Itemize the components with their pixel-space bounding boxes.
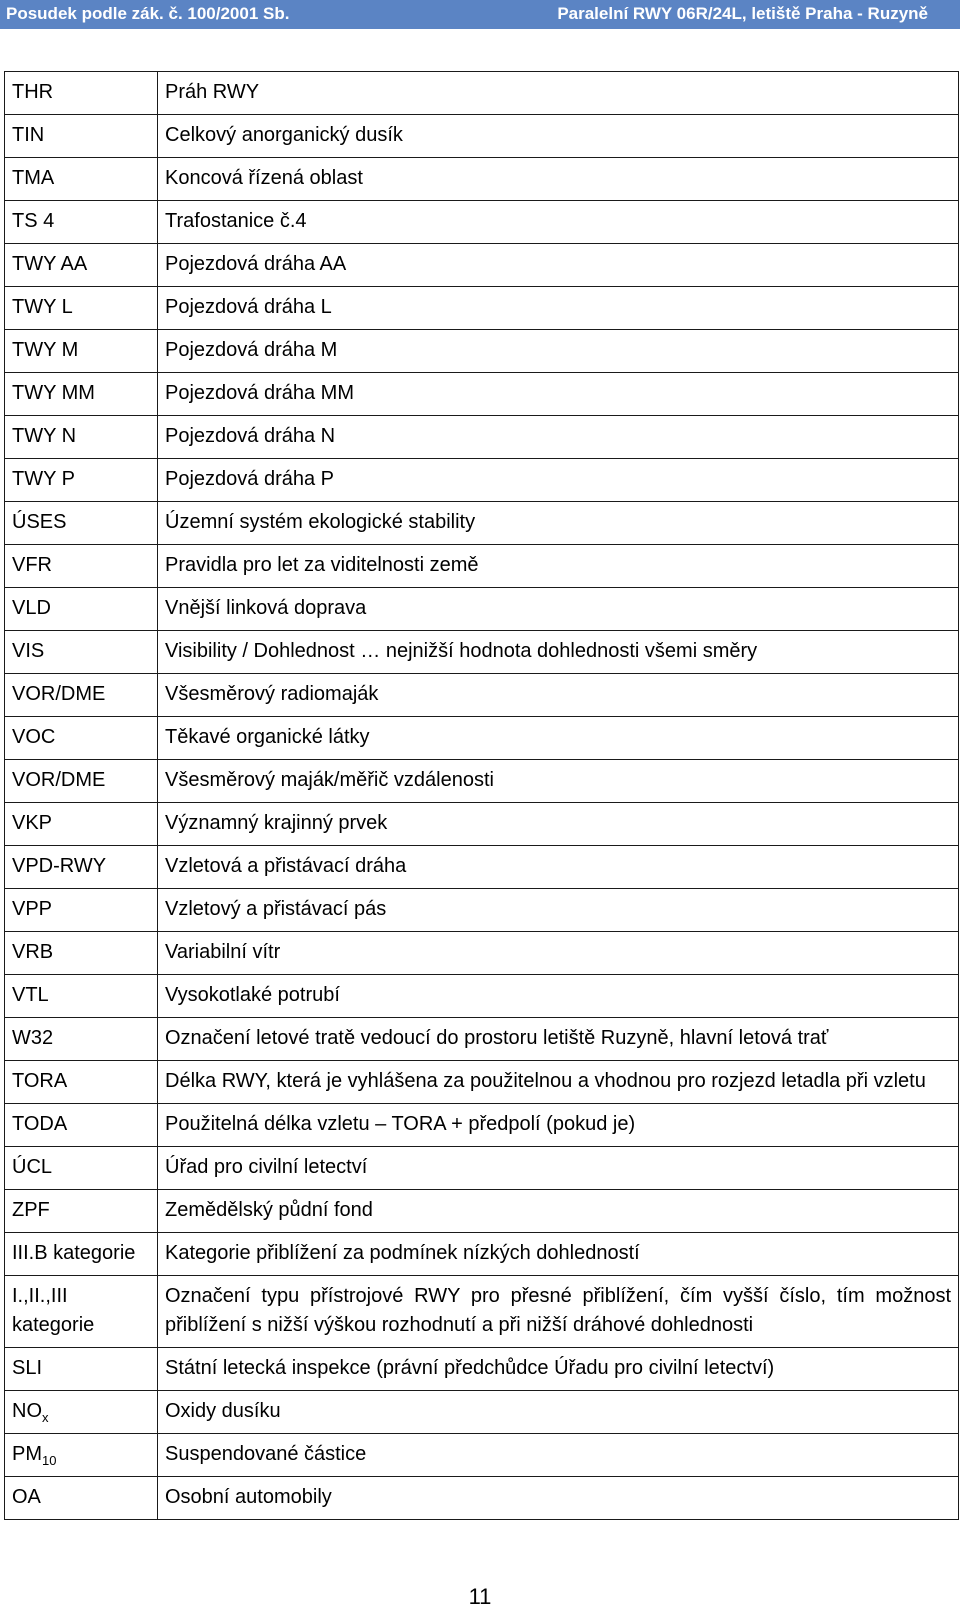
abbreviation-code: TWY AA	[12, 253, 88, 275]
table-row	[5, 1061, 959, 1104]
abbreviation-cell	[5, 1104, 158, 1147]
table-row	[5, 1477, 959, 1520]
description-cell: Visibility / Dohlednost … nejnižší hodnota dohlednosti všemi směry	[158, 631, 959, 674]
table-row	[5, 760, 959, 803]
abbreviation-code: TMA	[12, 167, 55, 189]
abbreviation-cell	[5, 889, 158, 932]
table-row	[5, 502, 959, 545]
table-row	[5, 932, 959, 975]
abbreviation-cell	[5, 1348, 158, 1391]
description-cell: Pojezdová dráha AA	[158, 244, 959, 287]
abbreviation-cell	[5, 373, 158, 416]
abbreviation-cell	[5, 115, 158, 158]
abbreviation-subscript: x	[42, 1410, 49, 1425]
description-cell: Délka RWY, která je vyhlášena za použitelnou a vhodnou pro rozjezd letadla při vzletu	[158, 1061, 959, 1104]
table-row	[5, 588, 959, 631]
abbreviation-cell	[5, 803, 158, 846]
abbreviation-code: VLD	[12, 597, 51, 619]
description-cell: Všesměrový radiomaják	[158, 674, 959, 717]
table-row	[5, 330, 959, 373]
table-row	[5, 1348, 959, 1391]
table-row	[5, 459, 959, 502]
abbreviation-cell	[5, 287, 158, 330]
abbreviation-cell	[5, 330, 158, 373]
abbreviation-cell	[5, 72, 158, 115]
description-cell: Suspendované částice	[158, 1434, 959, 1477]
abbreviation-cell	[5, 1061, 158, 1104]
description-cell: Zemědělský půdní fond	[158, 1190, 959, 1233]
header-left-text: Posudek podle zák. č. 100/2001 Sb.	[6, 4, 290, 23]
abbreviation-cell	[5, 631, 158, 674]
abbreviation-code: VOR/DME	[12, 683, 106, 705]
abbreviation-code: ÚSES	[12, 511, 67, 533]
table-row	[5, 889, 959, 932]
abbreviation-cell	[5, 1233, 158, 1276]
table-row	[5, 545, 959, 588]
description-cell: Oxidy dusíku	[158, 1391, 959, 1434]
description-cell: Vzletová a přistávací dráha	[158, 846, 959, 889]
abbreviation-cell	[5, 545, 158, 588]
description-cell: Pojezdová dráha N	[158, 416, 959, 459]
description-cell: Použitelná délka vzletu – TORA + předpolí (pokud je)	[158, 1104, 959, 1147]
table-row	[5, 115, 959, 158]
description-cell: Významný krajinný prvek	[158, 803, 959, 846]
abbreviation-code: THR	[12, 81, 54, 103]
abbreviation-code: TIN	[12, 124, 45, 146]
abbreviation-code: NO	[12, 1400, 42, 1422]
table-row	[5, 1276, 959, 1348]
description-cell: Vzletový a přistávací pás	[158, 889, 959, 932]
description-cell: Pojezdová dráha MM	[158, 373, 959, 416]
table-row	[5, 1190, 959, 1233]
description-cell: Státní letecká inspekce (právní předchůdce Úřadu pro civilní letectví)	[158, 1348, 959, 1391]
abbreviation-cell	[5, 975, 158, 1018]
abbreviation-code: TWY MM	[12, 382, 95, 404]
abbreviation-code: ZPF	[12, 1199, 50, 1221]
description-cell: Těkavé organické látky	[158, 717, 959, 760]
description-cell: Pojezdová dráha P	[158, 459, 959, 502]
table-row	[5, 373, 959, 416]
abbreviation-code: ÚCL	[12, 1156, 53, 1178]
abbreviation-cell	[5, 760, 158, 803]
abbreviation-cell	[5, 459, 158, 502]
table-row	[5, 803, 959, 846]
abbreviation-cell	[5, 674, 158, 717]
abbreviation-code: VTL	[12, 984, 49, 1006]
abbreviation-code: TODA	[12, 1113, 68, 1135]
abbreviation-code: III.B kategorie	[12, 1242, 136, 1264]
abbreviation-table-body	[5, 72, 959, 1520]
abbreviation-code: OA	[12, 1486, 41, 1508]
description-cell: Koncová řízená oblast	[158, 158, 959, 201]
description-cell: Úřad pro civilní letectví	[158, 1147, 959, 1190]
abbreviation-cell	[5, 588, 158, 631]
abbreviation-code: TWY M	[12, 339, 79, 361]
table-row	[5, 717, 959, 760]
abbreviation-code: VPP	[12, 898, 53, 920]
abbreviation-code: TWY N	[12, 425, 77, 447]
abbreviation-code: VPD-RWY	[12, 855, 107, 877]
table-row	[5, 631, 959, 674]
abbreviation-code: TWY P	[12, 468, 75, 490]
description-cell: Označení typu přístrojové RWY pro přesné přiblížení, čím vyšší číslo, tím možnost přiblížení s nižší výškou rozhodnutí a při nižší dráhové dohlednosti	[158, 1276, 959, 1348]
description-cell: Pojezdová dráha M	[158, 330, 959, 373]
description-cell: Vysokotlaké potrubí	[158, 975, 959, 1018]
abbreviation-cell	[5, 932, 158, 975]
description-cell: Trafostanice č.4	[158, 201, 959, 244]
abbreviation-cell	[5, 1190, 158, 1233]
abbreviation-code: VKP	[12, 812, 53, 834]
description-cell: Práh RWY	[158, 72, 959, 115]
description-cell: Variabilní vítr	[158, 932, 959, 975]
description-cell: Vnější linková doprava	[158, 588, 959, 631]
description-cell: Všesměrový maják/měřič vzdálenosti	[158, 760, 959, 803]
table-row	[5, 1104, 959, 1147]
abbreviation-code: VFR	[12, 554, 52, 576]
description-cell: Pravidla pro let za viditelnosti země	[158, 545, 959, 588]
abbreviation-code: W32	[12, 1027, 54, 1049]
abbreviation-cell	[5, 416, 158, 459]
abbreviation-code: VIS	[12, 640, 45, 662]
table-row	[5, 975, 959, 1018]
abbreviation-code: SLI	[12, 1357, 43, 1379]
description-cell: Označení letové tratě vedoucí do prostoru letiště Ruzyně, hlavní letová trať	[158, 1018, 959, 1061]
table-row	[5, 416, 959, 459]
abbreviation-code: TWY L	[12, 296, 73, 318]
abbreviation-cell	[5, 158, 158, 201]
table-row	[5, 72, 959, 115]
abbreviation-cell	[5, 1391, 158, 1434]
description-cell: Kategorie přiblížení za podmínek nízkých dohledností	[158, 1233, 959, 1276]
table-row	[5, 1018, 959, 1061]
abbreviation-cell	[5, 201, 158, 244]
abbreviation-cell	[5, 1434, 158, 1477]
abbreviation-cell	[5, 244, 158, 287]
abbreviation-subscript: 10	[42, 1453, 57, 1468]
header-right-text: Paralelní RWY 06R/24L, letiště Praha - Ruzyně	[557, 4, 928, 23]
table-row	[5, 201, 959, 244]
abbreviation-code: VRB	[12, 941, 54, 963]
abbreviation-cell	[5, 1147, 158, 1190]
abbreviation-table	[4, 71, 959, 1520]
abbreviation-cell	[5, 1477, 158, 1520]
abbreviation-code: VOC	[12, 726, 56, 748]
table-row	[5, 1147, 959, 1190]
table-row	[5, 244, 959, 287]
abbreviation-code: VOR/DME	[12, 769, 106, 791]
table-row	[5, 1233, 959, 1276]
description-cell: Pojezdová dráha L	[158, 287, 959, 330]
table-row	[5, 158, 959, 201]
table-row	[5, 1434, 959, 1477]
abbreviation-cell	[5, 502, 158, 545]
abbreviation-cell	[5, 846, 158, 889]
abbreviation-code: I.,II.,III kategorie	[12, 1285, 95, 1336]
abbreviation-code: TORA	[12, 1070, 68, 1092]
description-cell: Územní systém ekologické stability	[158, 502, 959, 545]
table-row	[5, 287, 959, 330]
description-cell: Celkový anorganický dusík	[158, 115, 959, 158]
description-cell: Osobní automobily	[158, 1477, 959, 1520]
table-row	[5, 846, 959, 889]
page-number: 11	[468, 1584, 492, 1609]
abbreviation-cell	[5, 1276, 158, 1348]
abbreviation-cell	[5, 717, 158, 760]
abbreviation-code: PM	[12, 1443, 42, 1465]
table-row	[5, 1391, 959, 1434]
abbreviation-code: TS 4	[12, 210, 55, 232]
abbreviation-cell	[5, 1018, 158, 1061]
table-row	[5, 674, 959, 717]
